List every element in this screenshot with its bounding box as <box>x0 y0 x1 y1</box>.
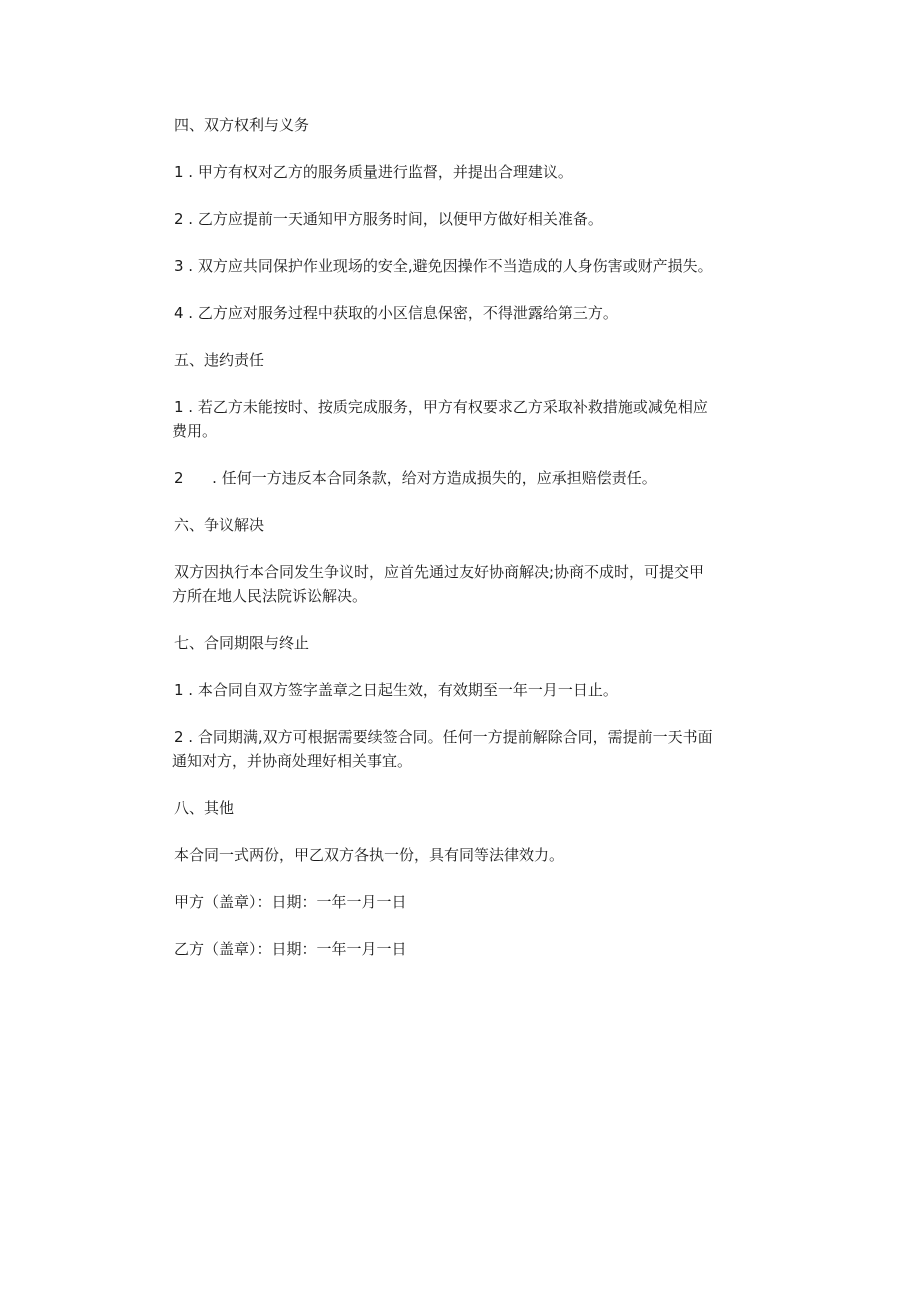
section-heading-term: 七、合同期限与终止 <box>174 634 310 652</box>
contract-body <box>174 113 786 961</box>
clause-7-1: 1 . 本合同自双方签字盖章之日起生效，有效期至一年一月一日止。 <box>174 681 618 699</box>
section-heading-dispute: 六、争议解决 <box>174 516 265 534</box>
clause-7-2-line1: 2 . 合同期满,双方可根据需要续签合同。任何一方提前解除合同，需提前一天书面 <box>174 728 713 746</box>
clause-5-2: 2 . 任何一方违反本合同条款，给对方造成损失的，应承担赔偿责任。 <box>174 469 657 487</box>
clause-4-1: 1 . 甲方有权对乙方的服务质量进行监督，并提出合理建议。 <box>174 163 573 181</box>
section-heading-other: 八、其他 <box>174 799 235 817</box>
other-paragraph: 本合同一式两份，甲乙双方各执一份，具有同等法律效力。 <box>174 846 565 864</box>
signature-party-b: 乙方（盖章）：日期：一年一月一日 <box>174 940 407 958</box>
clause-4-3: 3 . 双方应共同保护作业现场的安全,避免因操作不当造成的人身伤害或财产损失。 <box>174 257 713 275</box>
signature-party-a: 甲方（盖章）：日期：一年一月一日 <box>174 893 407 911</box>
clause-5-1-line2: 费用。 <box>172 422 218 440</box>
section-heading-rights-obligations: 四、双方权利与义务 <box>174 116 310 134</box>
clause-7-2-line2: 通知对方，并协商处理好相关事宜。 <box>172 752 413 770</box>
clause-4-4: 4 . 乙方应对服务过程中获取的小区信息保密，不得泄露给第三方。 <box>174 304 618 322</box>
dispute-paragraph-line1: 双方因执行本合同发生争议时，应首先通过友好协商解决;协商不成时，可提交甲 <box>174 563 705 581</box>
clause-5-1-line1: 1 . 若乙方未能按时、按质完成服务，甲方有权要求乙方采取补救措施或减免相应 <box>174 398 708 416</box>
dispute-paragraph-line2: 方所在地人民法院诉讼解决。 <box>172 587 368 605</box>
section-heading-breach: 五、违约责任 <box>174 351 265 369</box>
clause-4-2: 2 . 乙方应提前一天通知甲方服务时间，以便甲方做好相关准备。 <box>174 210 603 228</box>
